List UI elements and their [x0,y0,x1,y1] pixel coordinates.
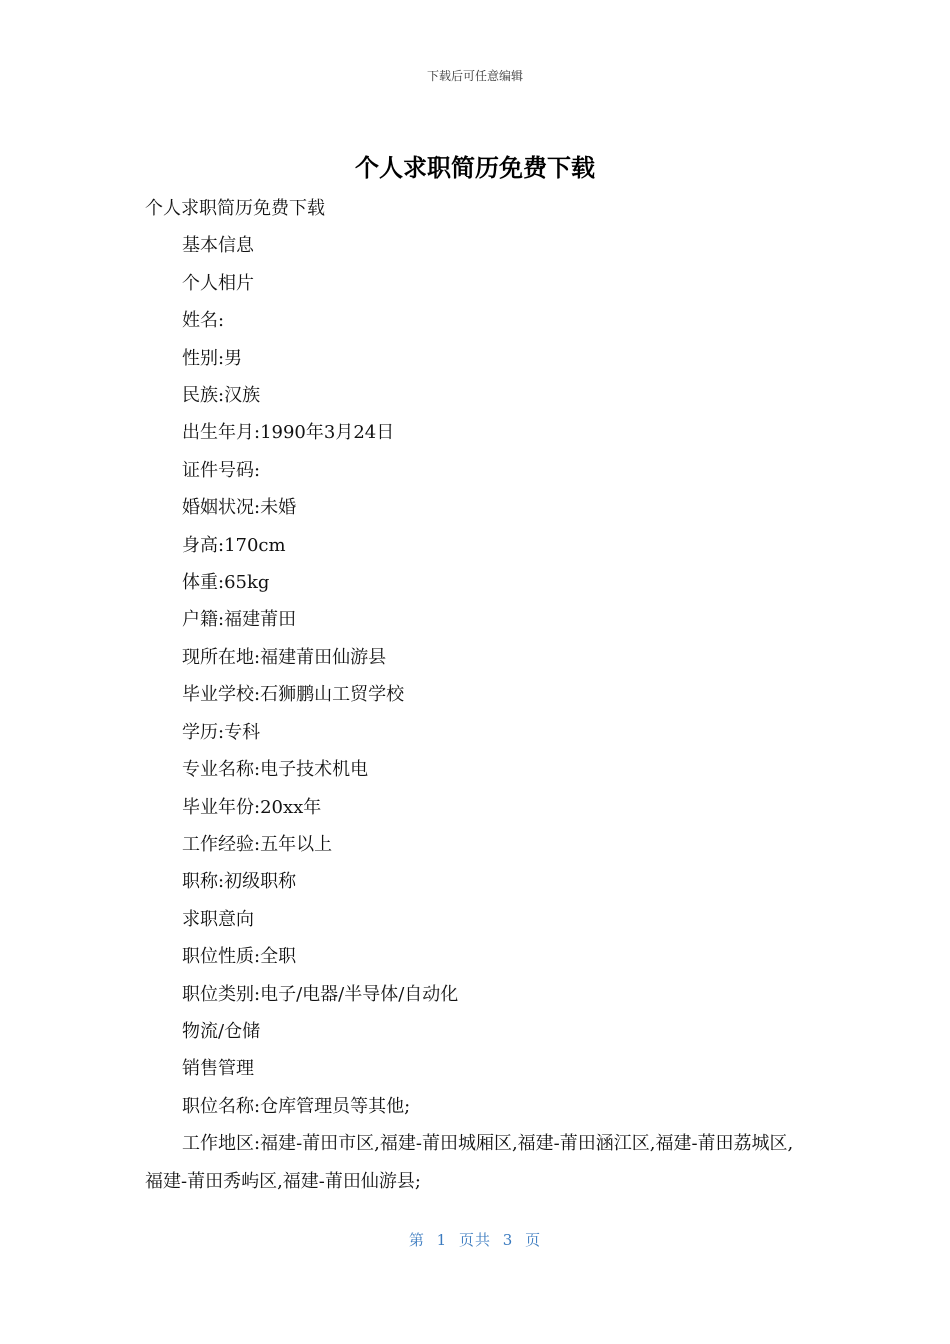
field-job-title: 职位名称:仓库管理员等其他; [182,1095,411,1117]
job-category-item: 销售管理 [182,1058,254,1080]
document-subtitle: 个人求职简历免费下载 [145,198,325,219]
field-graduation-year: 毕业年份:20xx年 [182,796,322,818]
field-school: 毕业学校:石狮鹏山工贸学校 [182,684,405,706]
field-education: 学历:专科 [182,721,261,743]
field-birthdate: 出生年月:1990年3月24日 [182,422,395,444]
document-body [145,190,810,1200]
field-weight: 体重:65kg [182,572,270,594]
page-header-note: 下载后可任意编辑 [426,69,523,83]
field-current-location: 现所在地:福建莆田仙游县 [182,646,387,668]
field-marital-status: 婚姻状况:未婚 [182,497,297,519]
page-number: 第 1 页共 3 页 [408,1231,542,1249]
field-major: 专业名称:电子技术机电 [182,759,369,781]
section-heading-basic-info: 基本信息 [182,235,254,257]
job-category-item: 物流/仓储 [182,1020,261,1042]
field-job-category: 职位类别:电子/电器/半导体/自动化 [182,983,459,1005]
field-height: 身高:170cm [182,534,286,556]
field-work-experience: 工作经验:五年以上 [182,833,333,855]
field-id-number: 证件号码: [182,459,261,481]
field-work-location: 工作地区:福建-莆田市区,福建-莆田城厢区,福建-莆田涵江区,福建-莆田荔城区,福建-莆田秀屿区,福建-莆田仙游县; [145,1133,794,1192]
photo-label: 个人相片 [182,272,254,294]
section-heading-job-intention: 求职意向 [182,908,254,930]
field-job-type: 职位性质:全职 [182,946,297,968]
field-gender: 性别:男 [182,347,243,369]
field-household-registration: 户籍:福建莆田 [182,609,297,631]
field-professional-title: 职称:初级职称 [182,871,297,893]
field-ethnicity: 民族:汉族 [182,385,261,407]
field-name: 姓名: [182,310,225,332]
document-title: 个人求职简历免费下载 [355,154,595,182]
